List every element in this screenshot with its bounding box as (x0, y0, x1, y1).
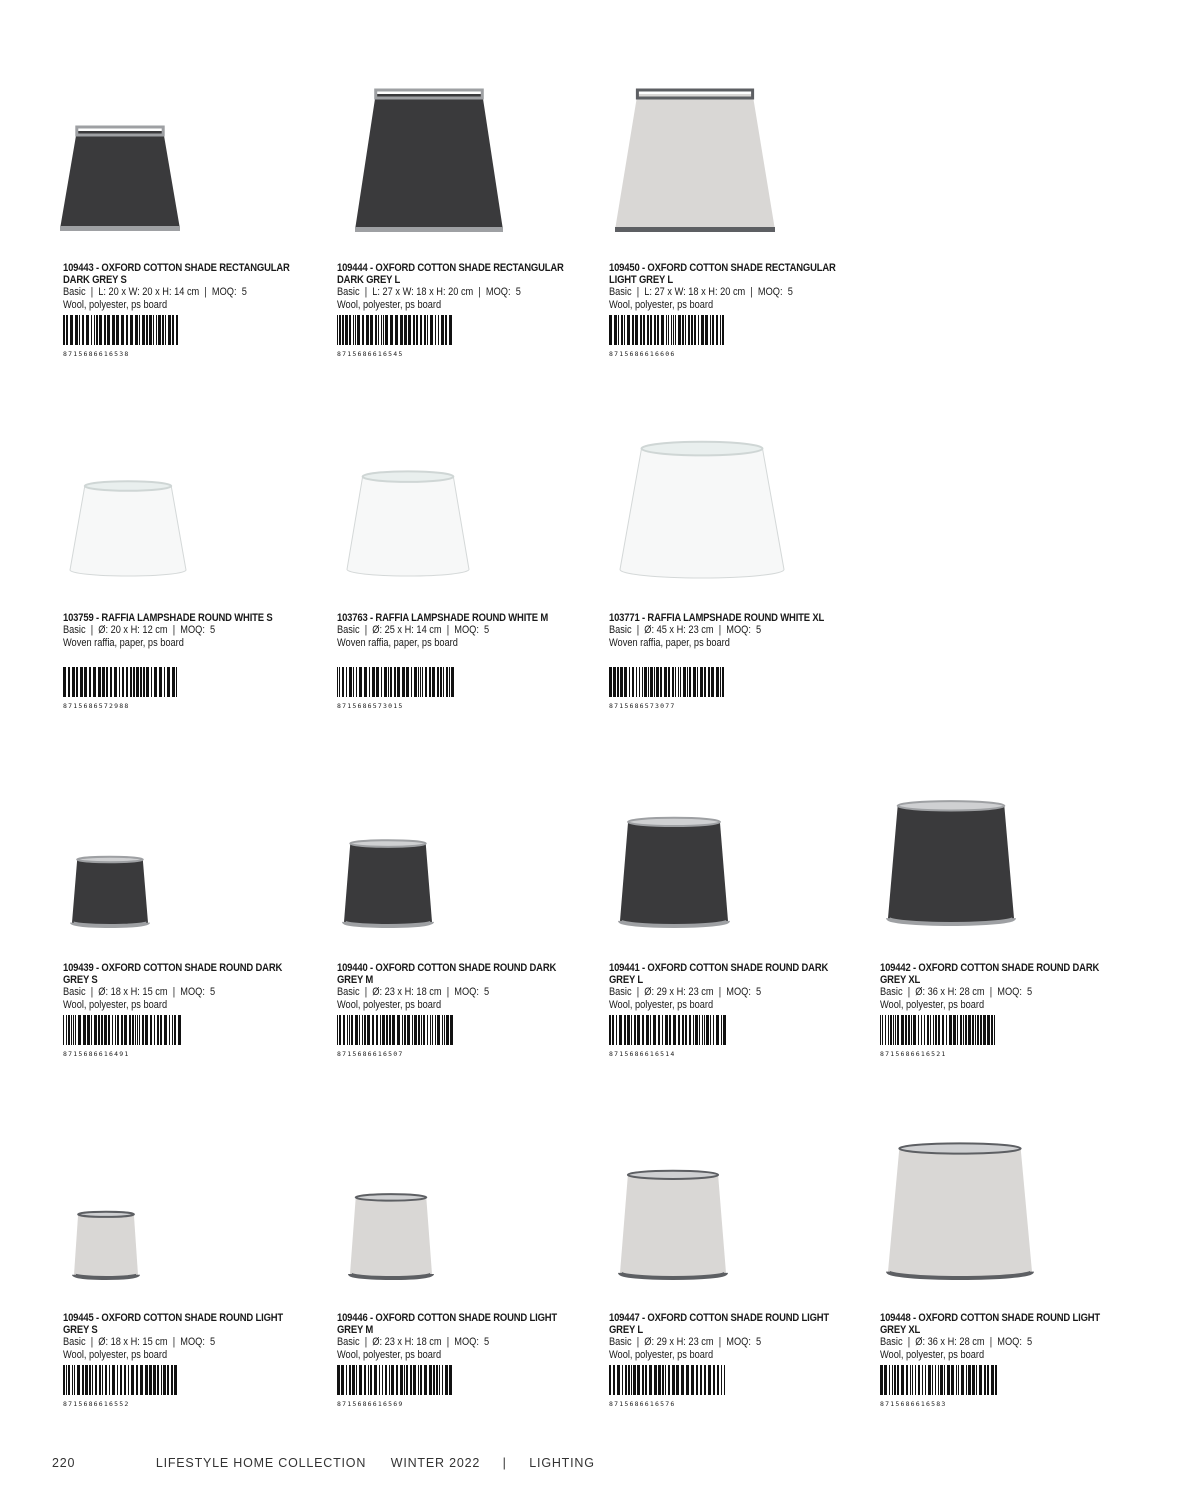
product-info (609, 262, 869, 358)
product-specs: Basic | Ø: 23 x H: 18 cm | MOQ: 5 (337, 1336, 490, 1348)
shade-top-opening (77, 857, 143, 862)
product-image (615, 88, 775, 234)
shade-top-opening (628, 1171, 718, 1179)
ean-number: 8715686616538 (63, 350, 130, 358)
barcode (880, 1015, 998, 1045)
product-material: Wool, polyester, ps board (880, 999, 985, 1011)
product-specs: Basic | L: 27 x W: 18 x H: 20 cm | MOQ: 5 (609, 286, 793, 298)
shade-top-opening (628, 818, 720, 826)
product-title: 109442 - OXFORD COTTON SHADE ROUND DARK (880, 962, 1100, 974)
product-title: 109447 - OXFORD COTTON SHADE ROUND LIGHT (609, 1312, 830, 1324)
product-title: 109440 - OXFORD COTTON SHADE ROUND DARK (337, 962, 557, 974)
shade-top-opening (363, 471, 454, 482)
product-info (609, 962, 869, 1058)
round-light-shade-image (348, 1192, 434, 1282)
product-title-line-2: GREY S (63, 1324, 98, 1336)
shade-bottom-trim (615, 227, 775, 232)
product-image (68, 480, 188, 580)
ean-number: 8715686616583 (880, 1400, 947, 1408)
shade-top-opening (85, 481, 171, 491)
product-specs: Basic | L: 27 x W: 18 x H: 20 cm | MOQ: 5 (337, 286, 521, 298)
product-material: Wool, polyester, ps board (63, 999, 168, 1011)
product-info (880, 1312, 1140, 1408)
barcode (880, 1365, 998, 1395)
product-title: 109450 - OXFORD COTTON SHADE RECTANGULAR (609, 262, 836, 274)
product-title-line-2: GREY S (63, 974, 98, 986)
product-title-line-2: GREY XL (880, 1324, 921, 1336)
section-label: LIGHTING (529, 1456, 595, 1470)
product-title-line-2: GREY M (337, 974, 374, 986)
ean-number: 8715686616514 (609, 1050, 676, 1058)
shade-body (70, 486, 186, 576)
shade-top-opening (356, 1194, 427, 1200)
product-info (63, 612, 323, 710)
product-material: Wool, polyester, ps board (337, 999, 442, 1011)
rect-dark-shade-image (60, 125, 180, 233)
product-image (342, 838, 434, 930)
product-title-line-2: GREY XL (880, 974, 921, 986)
page-number: 220 (52, 1456, 76, 1470)
product-title: 103771 - RAFFIA LAMPSHADE ROUND WHITE XL (609, 612, 825, 624)
shade-body (620, 822, 728, 926)
product-specs: Basic | Ø: 20 x H: 12 cm | MOQ: 5 (63, 624, 216, 636)
ean-number: 8715686616569 (337, 1400, 404, 1408)
shade-top-opening (350, 840, 425, 847)
product-specs: Basic | Ø: 36 x H: 28 cm | MOQ: 5 (880, 986, 1033, 998)
product-title: 109441 - OXFORD COTTON SHADE ROUND DARK (609, 962, 829, 974)
product-info (63, 1312, 323, 1408)
product-info (337, 612, 597, 710)
barcode (337, 667, 455, 697)
product-specs: Basic | Ø: 18 x H: 15 cm | MOQ: 5 (63, 1336, 216, 1348)
product-material: Wool, polyester, ps board (609, 299, 714, 311)
barcode (63, 315, 181, 345)
product-info (337, 1312, 597, 1408)
product-info (609, 1312, 869, 1408)
shade-body (74, 1214, 138, 1278)
shade-body (350, 1197, 432, 1278)
barcode (337, 1365, 455, 1395)
ean-number: 8715686573015 (337, 702, 404, 710)
round-dark-shade-image (618, 815, 730, 930)
product-image (60, 125, 180, 233)
round-dark-shade-image (70, 855, 150, 930)
product-image (618, 815, 730, 930)
product-info (880, 962, 1140, 1058)
shade-body (60, 131, 180, 229)
product-title: 109444 - OXFORD COTTON SHADE RECTANGULAR (337, 262, 564, 274)
drum-white-shade-image (618, 440, 786, 582)
barcode (337, 315, 455, 345)
barcode (63, 667, 181, 697)
product-material: Wool, polyester, ps board (337, 299, 442, 311)
product-title-line-2: GREY L (609, 1324, 644, 1336)
shade-body (355, 94, 503, 230)
product-title: 109439 - OXFORD COTTON SHADE ROUND DARK (63, 962, 283, 974)
product-title: 109443 - OXFORD COTTON SHADE RECTANGULAR (63, 262, 290, 274)
product-material: Wool, polyester, ps board (63, 1349, 168, 1361)
product-image (618, 1168, 728, 1282)
round-dark-shade-image (886, 798, 1016, 928)
product-specs: Basic | Ø: 23 x H: 18 cm | MOQ: 5 (337, 986, 490, 998)
product-info (63, 262, 323, 358)
product-material: Wool, polyester, ps board (337, 1349, 442, 1361)
barcode (337, 1015, 455, 1045)
page-footer (52, 1456, 595, 1470)
product-title: 109448 - OXFORD COTTON SHADE ROUND LIGHT (880, 1312, 1101, 1324)
ean-number: 8715686573077 (609, 702, 676, 710)
barcode (609, 1015, 727, 1045)
product-info (63, 962, 323, 1058)
product-material: Wool, polyester, ps board (880, 1349, 985, 1361)
shade-top-opening (642, 442, 763, 456)
product-title: 109446 - OXFORD COTTON SHADE ROUND LIGHT (337, 1312, 558, 1324)
product-info (337, 262, 597, 358)
product-title-line-2: GREY L (609, 974, 644, 986)
ean-number: 8715686616507 (337, 1050, 404, 1058)
ean-number: 8715686616545 (337, 350, 404, 358)
shade-top-opening (898, 801, 1005, 810)
product-image (886, 1140, 1034, 1282)
product-specs: Basic | Ø: 25 x H: 14 cm | MOQ: 5 (337, 624, 490, 636)
product-material: Wool, polyester, ps board (609, 1349, 714, 1361)
shade-top-opening (899, 1143, 1020, 1153)
barcode (609, 1365, 727, 1395)
barcode (609, 667, 727, 697)
product-info (337, 962, 597, 1058)
product-material: Wool, polyester, ps board (63, 299, 168, 311)
drum-white-shade-image (345, 470, 471, 580)
footer-separator: | (502, 1456, 507, 1470)
product-title-line-2: DARK GREY L (337, 274, 401, 286)
round-dark-shade-image (342, 838, 434, 930)
product-image (70, 855, 150, 930)
product-image (345, 470, 471, 580)
barcode (63, 1015, 181, 1045)
shade-body (344, 844, 432, 926)
shade-body (615, 94, 775, 230)
product-title: 103763 - RAFFIA LAMPSHADE ROUND WHITE M (337, 612, 549, 624)
product-specs: Basic | Ø: 29 x H: 23 cm | MOQ: 5 (609, 1336, 762, 1348)
collection-name: LIFESTYLE HOME COLLECTION (155, 1456, 367, 1470)
product-image (886, 798, 1016, 928)
product-material: Woven raffia, paper, ps board (337, 637, 458, 649)
product-title-line-2: DARK GREY S (63, 274, 127, 286)
product-material: Woven raffia, paper, ps board (63, 637, 184, 649)
shade-bottom-trim (60, 226, 180, 231)
shade-body (620, 449, 784, 578)
rect-dark-shade-image (355, 88, 503, 234)
product-image (72, 1210, 140, 1282)
drum-white-shade-image (68, 480, 188, 580)
product-image (618, 440, 786, 582)
round-light-shade-image (886, 1140, 1034, 1282)
product-specs: Basic | Ø: 45 x H: 23 cm | MOQ: 5 (609, 624, 762, 636)
round-light-shade-image (618, 1168, 728, 1282)
shade-body (347, 477, 469, 576)
rect-light-shade-image (615, 88, 775, 234)
product-title-line-2: GREY M (337, 1324, 374, 1336)
product-title: 103759 - RAFFIA LAMPSHADE ROUND WHITE S (63, 612, 273, 624)
shade-body (72, 860, 148, 927)
product-specs: Basic | L: 20 x W: 20 x H: 14 cm | MOQ: 5 (63, 286, 247, 298)
shade-bottom-trim (355, 227, 503, 232)
product-title: 109445 - OXFORD COTTON SHADE ROUND LIGHT (63, 1312, 284, 1324)
shade-body (888, 806, 1014, 924)
season-label: WINTER 2022 (390, 1456, 481, 1470)
product-specs: Basic | Ø: 29 x H: 23 cm | MOQ: 5 (609, 986, 762, 998)
shade-body (620, 1175, 726, 1278)
product-image (348, 1192, 434, 1282)
product-specs: Basic | Ø: 18 x H: 15 cm | MOQ: 5 (63, 986, 216, 998)
ean-number: 8715686616552 (63, 1400, 130, 1408)
product-specs: Basic | Ø: 36 x H: 28 cm | MOQ: 5 (880, 1336, 1033, 1348)
ean-number: 8715686616606 (609, 350, 676, 358)
ean-number: 8715686616491 (63, 1050, 130, 1058)
barcode (63, 1365, 181, 1395)
ean-number: 8715686616521 (880, 1050, 947, 1058)
product-image (355, 88, 503, 234)
round-light-shade-image (72, 1210, 140, 1282)
product-title-line-2: LIGHT GREY L (609, 274, 673, 286)
shade-top-opening (78, 1212, 134, 1217)
product-info (609, 612, 869, 710)
ean-number: 8715686572988 (63, 702, 130, 710)
product-material: Woven raffia, paper, ps board (609, 637, 730, 649)
product-material: Wool, polyester, ps board (609, 999, 714, 1011)
barcode (609, 315, 727, 345)
shade-body (888, 1149, 1032, 1278)
ean-number: 8715686616576 (609, 1400, 676, 1408)
